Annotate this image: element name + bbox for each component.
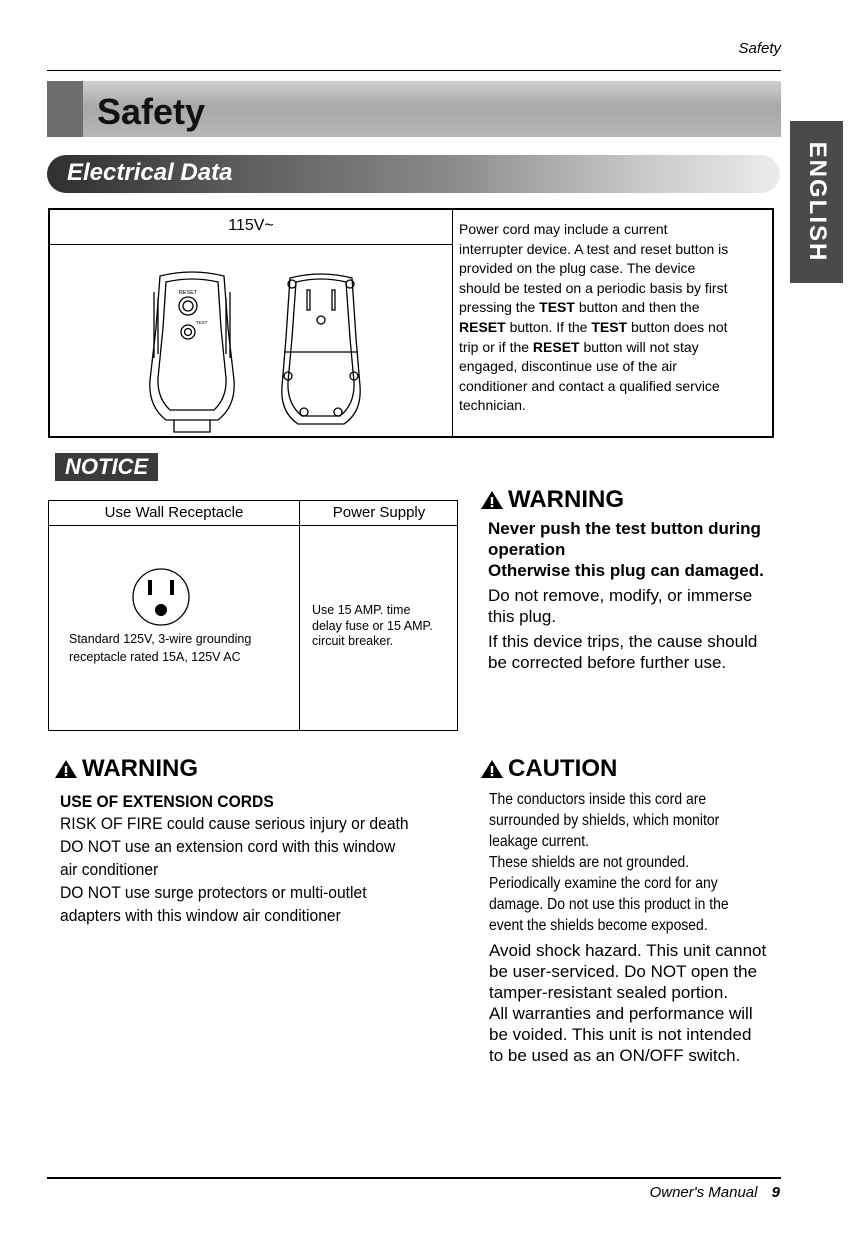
warning-bold-line: Otherwise this plug can damaged.	[488, 561, 764, 580]
footer-label: Owner's Manual	[649, 1184, 758, 1201]
top-rule	[47, 70, 781, 71]
caution-line: event the shields become exposed.	[489, 917, 708, 934]
bottom-rule	[47, 1177, 781, 1179]
plug-back-image	[280, 270, 362, 430]
description-line: engaged, discontinue use of the air	[459, 358, 677, 375]
description-line: interrupter device. A test and reset button is	[459, 240, 729, 257]
receptacle-caption: Standard 125V, 3-wire grounding receptacle rated 15A, 125V AC	[69, 632, 252, 664]
caution-line: leakage current.	[489, 833, 590, 850]
warning-triangle-icon	[480, 490, 504, 510]
description-line: provided on the plug case. The device	[459, 260, 696, 277]
language-label: ENGLISH	[803, 141, 831, 263]
description-line: conditioner and contact a qualified service	[459, 377, 720, 394]
page-footer	[650, 1184, 780, 1201]
caution-line: be voided. This unit is not intended	[489, 1025, 752, 1044]
caution-triangle-icon	[480, 759, 504, 779]
description-line: trip or if the RESET button will not stay	[459, 338, 699, 355]
warning-triangle-icon	[54, 759, 78, 779]
warning-line: DO NOT use surge protectors or multi-outlet	[60, 883, 367, 902]
description-line: pressing the TEST button and then the	[459, 299, 700, 316]
wall-receptacle-icon	[131, 566, 191, 628]
description-line: technician.	[459, 397, 526, 414]
electrical-data-box	[48, 208, 774, 438]
warning-line: this plug.	[488, 607, 557, 626]
caution-line: These shields are not grounded.	[489, 854, 690, 871]
divider	[50, 244, 452, 245]
caution-heading: CAUTION	[480, 755, 800, 783]
page-number: 9	[771, 1184, 780, 1201]
warning-line: be corrected before further use.	[488, 653, 727, 672]
caution-line: be user-serviced. Do NOT open the	[489, 962, 758, 981]
description-line: Power cord may include a current	[459, 221, 668, 237]
warning-bold-line: operation	[488, 540, 566, 559]
warning-bold-line: Never push the test button during	[488, 519, 761, 538]
description-line: should be tested on a periodic basis by first	[459, 279, 728, 296]
caution-line: tamper-resistant sealed portion.	[489, 983, 729, 1002]
description-line: RESET button. If the TEST button does not	[459, 318, 728, 335]
caution-line: to be used as an ON/OFF switch.	[489, 1046, 741, 1065]
page-title: Safety	[97, 91, 206, 132]
test-label: TEST	[196, 320, 208, 325]
warning-plug	[480, 486, 810, 673]
divider	[299, 501, 300, 730]
caution-section	[480, 755, 800, 1066]
divider	[49, 525, 457, 526]
warning-line: air conditioner	[60, 860, 159, 879]
warning-line: If this device trips, the cause should	[488, 632, 758, 651]
caution-line: Avoid shock hazard. This unit cannot	[489, 941, 767, 960]
caution-line: All warranties and performance will	[489, 1004, 753, 1023]
caution-line: damage. Do not use this product in the	[489, 896, 729, 913]
caution-line: surrounded by shields, which monitor	[489, 812, 720, 829]
notice-label: NOTICE	[55, 453, 158, 481]
section-title: Electrical Data	[67, 159, 233, 186]
title-bar	[47, 81, 781, 137]
plug-front-image	[148, 268, 236, 433]
warning-line: adapters with this window air conditioner	[60, 906, 341, 925]
warning-line: RISK OF FIRE could cause serious injury or death	[60, 814, 409, 833]
caution-line: Periodically examine the cord for any	[489, 875, 718, 892]
warning-heading: WARNING	[54, 755, 454, 783]
running-header: Safety	[738, 40, 781, 57]
voltage-label: 115V~	[228, 217, 274, 234]
warning-extension-cords	[54, 755, 454, 927]
receptacle-table	[48, 500, 458, 731]
warning-bold-line: USE OF EXTENSION CORDS	[60, 792, 274, 811]
warning-line: Do not remove, modify, or immerse	[488, 586, 753, 605]
col-header-power-supply: Power Supply	[332, 504, 426, 521]
col-header-receptacle: Use Wall Receptacle	[104, 504, 244, 521]
plug-description	[459, 220, 774, 416]
title-bar-tab	[47, 81, 83, 137]
divider	[452, 210, 453, 436]
warning-line: DO NOT use an extension cord with this window	[60, 837, 396, 856]
warning-heading: WARNING	[480, 486, 810, 514]
section-bar	[47, 155, 780, 193]
caution-line: The conductors inside this cord are	[489, 791, 707, 808]
reset-label: RESET	[178, 290, 198, 296]
language-tab	[790, 121, 843, 283]
power-supply-text: Use 15 AMP. time delay fuse or 15 AMP. circuit breaker.	[312, 603, 433, 648]
